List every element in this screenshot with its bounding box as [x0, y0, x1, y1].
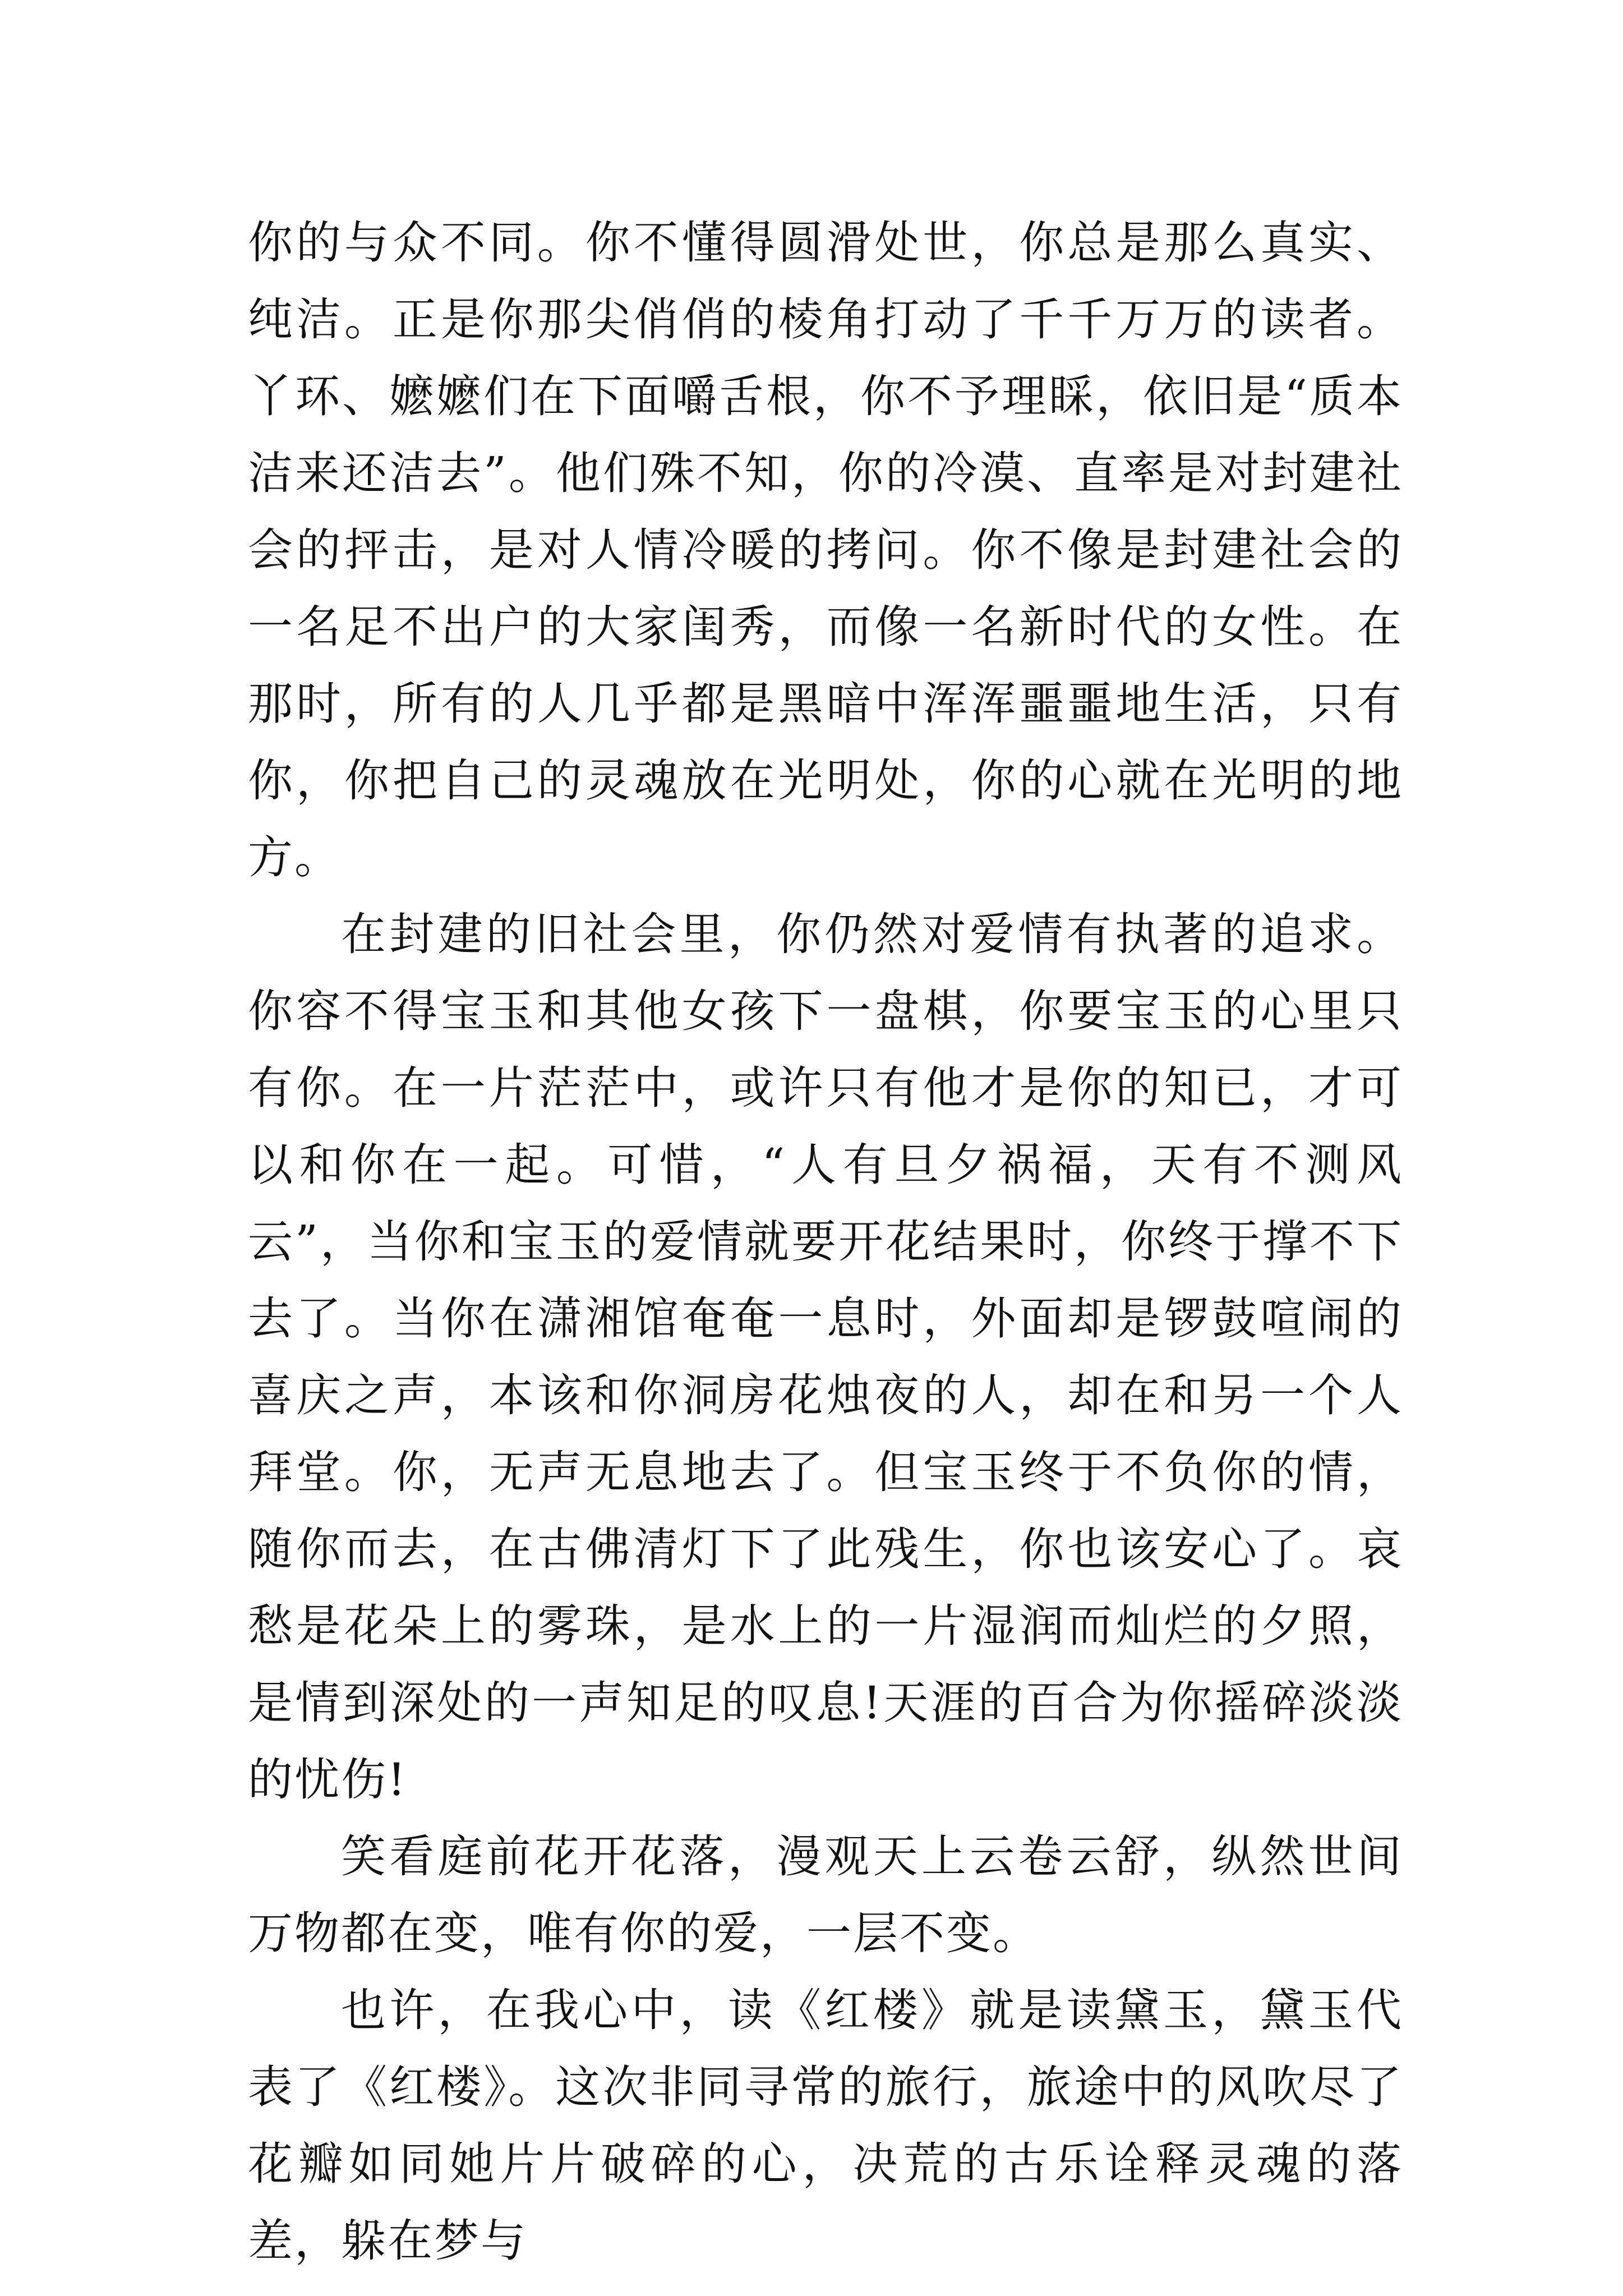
paragraph-4: 也许，在我心中，读《红楼》就是读黛玉，黛玉代表了《红楼》。这次非同寻常的旅行，旅途中的风吹尽了花瓣如同她片片破碎的心，决荒的古乐诠释灵魂的落差，躲在梦与 [248, 1984, 1403, 2267]
body-text [248, 204, 1403, 2279]
paragraph-1: 你的与众不同。你不懂得圆滑处世，你总是那么真实、纯洁。正是你那尖俏俏的棱角打动了千千万万的读者。丫环、嬷嬷们在下面嚼舌根，你不予理睬，依旧是“质本洁来还洁去”。他们殊不知，你的冷漠、直率是对封建社会的抨击，是对人情冷暖的拷问。你不像是封建社会的一名足不出户的大家闺秀，而像一名新时代的女性。在那时，所有的人几乎都是黑暗中浑浑噩噩地生活，只有你，你把自己的灵魂放在光明处，你的心就在光明的地方。 [248, 217, 1403, 884]
paragraph-2: 在封建的旧社会里，你仍然对爱情有执著的追求。你容不得宝玉和其他女孩下一盘棋，你要宝玉的心里只有你。在一片茫茫中，或许只有他才是你的知已，才可以和你在一起。可惜，“人有旦夕祸福，天有不测风云”，当你和宝玉的爱情就要开花结果时，你终于撑不下去了。当你在潇湘馆奄奄一息时，外面却是锣鼓喧闹的喜庆之声，本该和你洞房花烛夜的人，却在和另一个人拜堂。你，无声无息地去了。但宝玉终于不负你的情，随你而去，在古佛清灯下了此残生，你也该安心了。哀愁是花朵上的雾珠，是水上的一片湿润而灿烂的夕照，是情到深处的一声知足的叹息!天涯的百合为你摇碎淡淡的忧伤! [248, 908, 1403, 1806]
paragraph-3: 笑看庭前花开花落，漫观天上云卷云舒，纵然世间万物都在变，唯有你的爱，一层不变。 [248, 1830, 1403, 1959]
